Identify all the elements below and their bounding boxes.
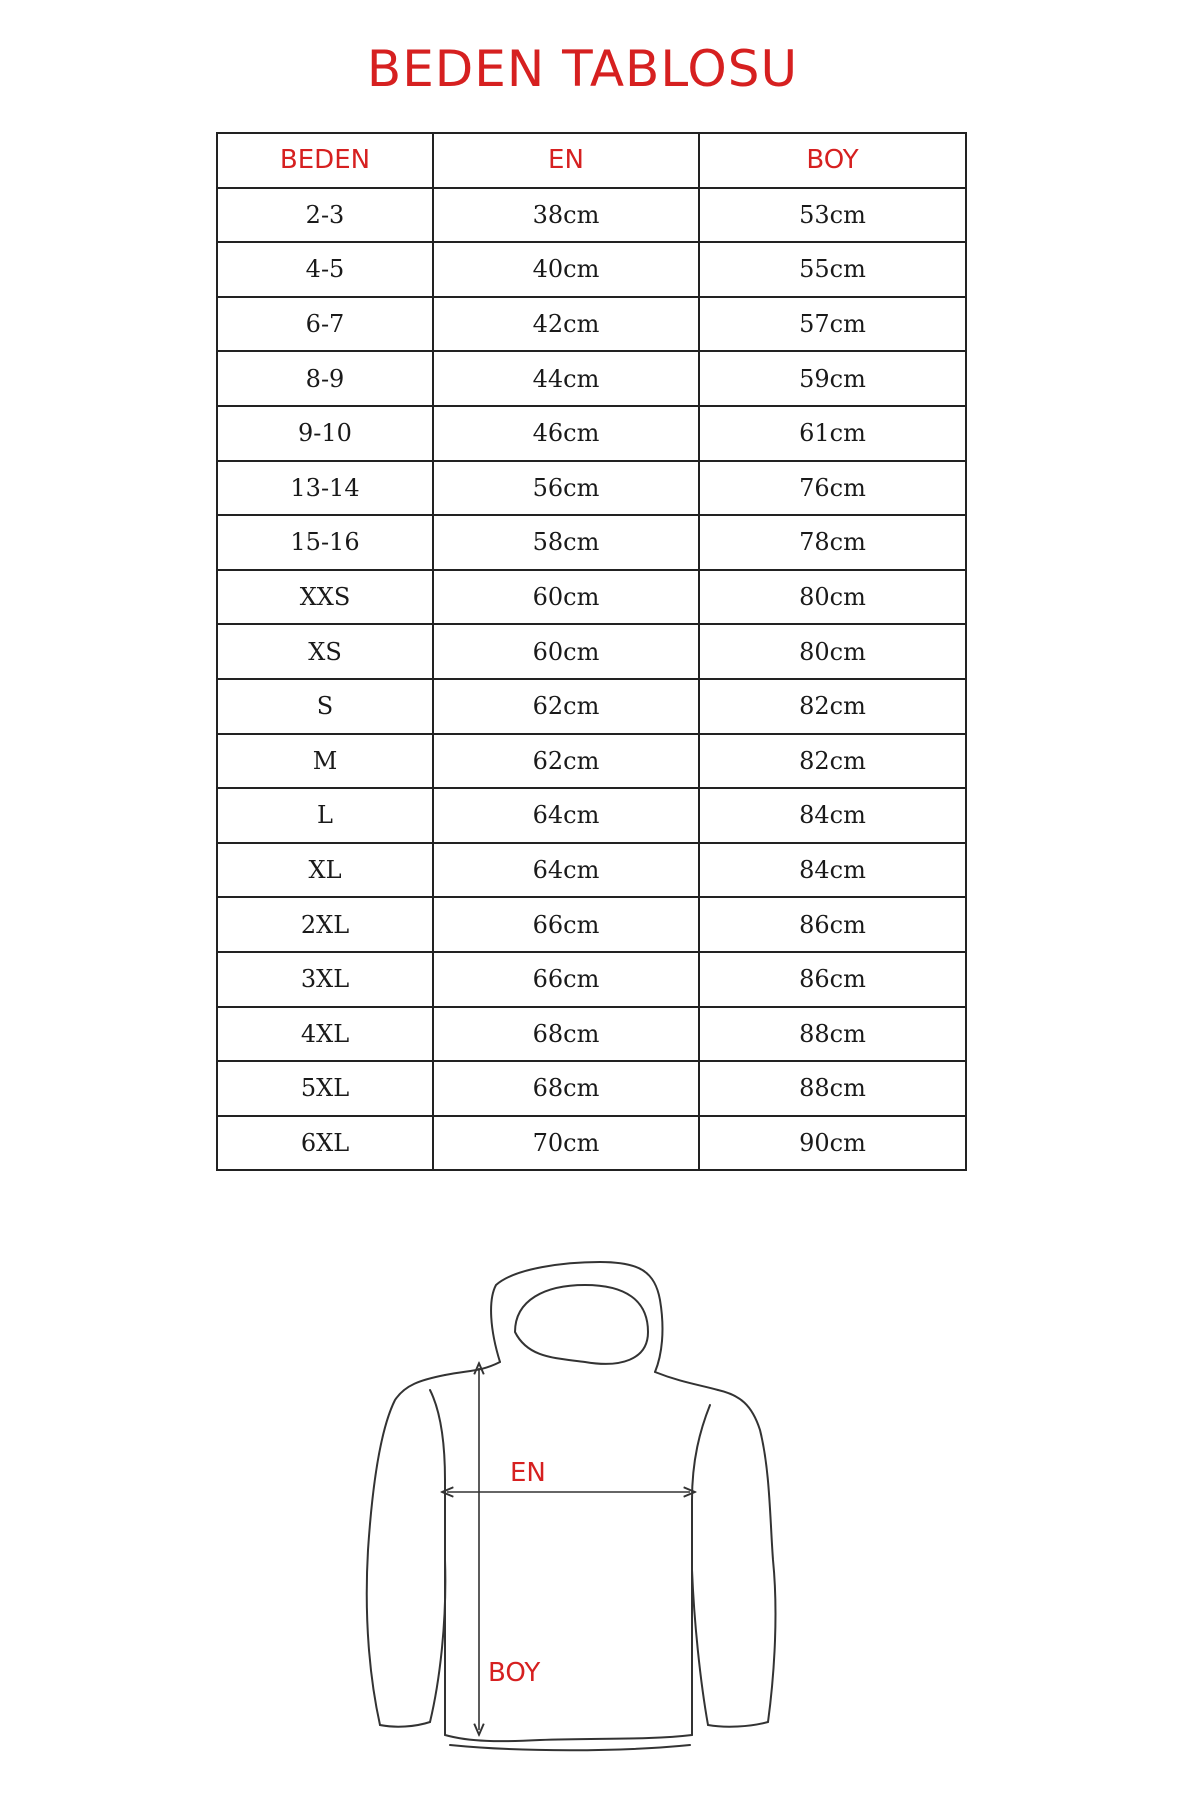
size-cell: XXS (217, 570, 433, 625)
width-cell: 66cm (433, 897, 699, 952)
table-row (217, 897, 966, 952)
table-row (217, 188, 966, 243)
size-cell: L (217, 788, 433, 843)
width-cell: 64cm (433, 788, 699, 843)
width-cell: 62cm (433, 734, 699, 789)
table-row (217, 788, 966, 843)
table-row (217, 734, 966, 789)
table-row (217, 679, 966, 734)
length-cell: 78cm (699, 515, 966, 570)
table-row (217, 406, 966, 461)
size-cell: XL (217, 843, 433, 898)
size-cell: 8-9 (217, 351, 433, 406)
size-cell: 9-10 (217, 406, 433, 461)
size-table (216, 132, 967, 1171)
size-cell: 6-7 (217, 297, 433, 352)
length-cell: 53cm (699, 188, 966, 243)
length-cell: 57cm (699, 297, 966, 352)
table-row (217, 1061, 966, 1116)
length-cell: 76cm (699, 461, 966, 516)
width-cell: 38cm (433, 188, 699, 243)
length-cell: 55cm (699, 242, 966, 297)
size-cell: 15-16 (217, 515, 433, 570)
width-cell: 60cm (433, 624, 699, 679)
length-cell: 84cm (699, 843, 966, 898)
table-row (217, 242, 966, 297)
size-cell: 2XL (217, 897, 433, 952)
size-cell: 5XL (217, 1061, 433, 1116)
table-body (217, 188, 966, 1171)
width-cell: 56cm (433, 461, 699, 516)
length-cell: 88cm (699, 1007, 966, 1062)
size-cell: S (217, 679, 433, 734)
length-cell: 80cm (699, 570, 966, 625)
length-cell: 90cm (699, 1116, 966, 1171)
table-row (217, 843, 966, 898)
size-cell: 3XL (217, 952, 433, 1007)
size-cell: 6XL (217, 1116, 433, 1171)
length-cell: 82cm (699, 734, 966, 789)
size-cell: 2-3 (217, 188, 433, 243)
page-title: BEDEN TABLOSU (366, 40, 799, 98)
header-width: EN (433, 133, 699, 188)
table-row (217, 952, 966, 1007)
table-row (217, 570, 966, 625)
table-row (217, 297, 966, 352)
length-cell: 80cm (699, 624, 966, 679)
width-cell: 62cm (433, 679, 699, 734)
length-cell: 82cm (699, 679, 966, 734)
width-cell: 60cm (433, 570, 699, 625)
width-cell: 44cm (433, 351, 699, 406)
size-cell: 13-14 (217, 461, 433, 516)
width-cell: 70cm (433, 1116, 699, 1171)
width-cell: 58cm (433, 515, 699, 570)
width-cell: 42cm (433, 297, 699, 352)
table-row (217, 461, 966, 516)
size-cell: 4-5 (217, 242, 433, 297)
length-label: BOY (488, 1658, 541, 1688)
table-row (217, 1007, 966, 1062)
length-cell: 88cm (699, 1061, 966, 1116)
table-row (217, 351, 966, 406)
hoodie-outline (367, 1262, 776, 1750)
size-cell: XS (217, 624, 433, 679)
width-cell: 40cm (433, 242, 699, 297)
header-length: BOY (699, 133, 966, 188)
table-row (217, 515, 966, 570)
width-label: EN (510, 1458, 546, 1488)
width-cell: 68cm (433, 1007, 699, 1062)
width-cell: 64cm (433, 843, 699, 898)
size-cell: 4XL (217, 1007, 433, 1062)
length-cell: 84cm (699, 788, 966, 843)
header-size: BEDEN (217, 133, 433, 188)
width-cell: 66cm (433, 952, 699, 1007)
width-cell: 68cm (433, 1061, 699, 1116)
length-cell: 61cm (699, 406, 966, 461)
table-row (217, 1116, 966, 1171)
length-cell: 86cm (699, 952, 966, 1007)
size-cell: M (217, 734, 433, 789)
width-cell: 46cm (433, 406, 699, 461)
table-header-row (217, 133, 966, 188)
table-row (217, 624, 966, 679)
length-cell: 59cm (699, 351, 966, 406)
length-cell: 86cm (699, 897, 966, 952)
